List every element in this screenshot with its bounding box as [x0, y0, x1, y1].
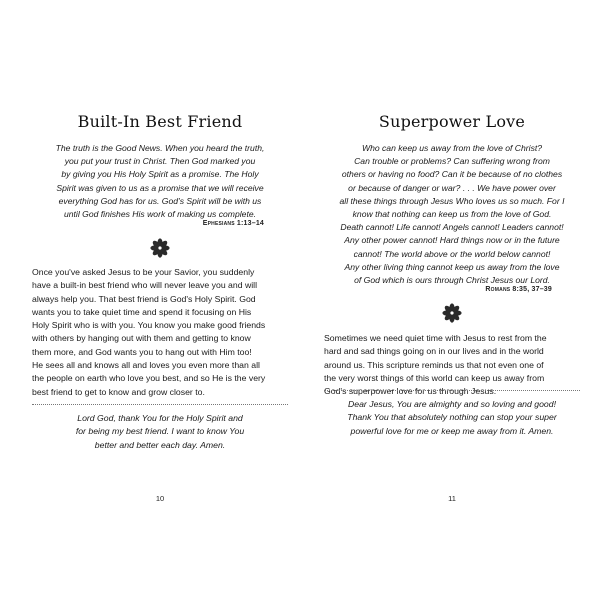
devotional-body	[324, 332, 580, 398]
verse-line: know that nothing can keep us from the love of God.	[352, 209, 552, 220]
dotted-divider	[32, 404, 288, 405]
prayer-line: powerful love for me or keep me away from it. Amen.	[350, 425, 554, 436]
scripture-verse	[38, 142, 282, 221]
prayer	[324, 398, 580, 438]
left-page	[32, 0, 288, 612]
verse-line: Can trouble or problems? Can suffering wrong from	[354, 156, 550, 167]
verse-line: everything God has for us. God's Spirit will be with us	[58, 195, 262, 206]
page-number: 10	[155, 494, 165, 503]
body-line: best friend to get to know and grow closer to.	[32, 386, 205, 397]
verse-line: Any other living thing cannot keep us away from the love	[344, 261, 560, 272]
prayer-line: Lord God, thank You for the Holy Spirit and	[77, 413, 243, 423]
body-line: He sees all and knows all and loves you even more than all	[32, 360, 260, 371]
page-title: Superpower Love	[378, 112, 526, 131]
verse-line: The truth is the Good News. When you heard the truth,	[55, 143, 265, 153]
prayer-line: Dear Jesus, You are almighty and so loving and good!	[348, 399, 556, 409]
right-page	[324, 0, 580, 612]
prayer-line: for being my best friend. I want to know You	[75, 426, 245, 437]
body-line: wants you to take quiet time and spend it focusing on His	[32, 306, 252, 317]
flower-ornament-icon	[442, 303, 462, 323]
verse-line: Spirit was given to us as a promise that we will receive	[56, 182, 264, 193]
verse-line: until God finishes His work of making us complete.	[63, 209, 256, 220]
verse-line: others or having no food? Can it be because of no clothes	[341, 169, 563, 180]
scripture-verse	[330, 142, 574, 287]
body-line: hard and sad things going on in our lives and in the world	[324, 346, 544, 357]
verse-line: cannot! The world above or the world below cannot!	[353, 248, 551, 259]
prayer	[32, 412, 288, 452]
page-title: Built-In Best Friend	[77, 112, 243, 131]
body-line: God's superpower love for us through Jesus.	[324, 386, 497, 397]
body-line: Holy Spirit who is with you. You know you make good friends	[32, 320, 266, 331]
verse-line: by giving you His Holy Spirit as a promise. The Holy	[61, 169, 259, 180]
body-line: Once you've asked Jesus to be your Savior, you suddenly	[32, 267, 255, 277]
body-line: the people on earth who love you best, and so He is the very	[32, 373, 266, 384]
scripture-reference: Ephesians 1:13–14	[202, 220, 264, 227]
body-line: around us. This scripture reminds us that not even one of	[324, 359, 544, 370]
verse-line: Any other power cannot! Hard things now or in the future	[344, 235, 560, 246]
body-line: them more, and God wants you to hang out with Him too!	[32, 346, 252, 357]
dotted-divider	[324, 390, 580, 391]
body-line: have a built-in best friend who will never leave you and will	[32, 280, 258, 291]
verse-line: of God which is ours through Christ Jesus our Lord.	[354, 275, 550, 286]
prayer-line: Thank You that absolutely nothing can stop your super	[347, 412, 557, 423]
body-line: Sometimes we need quiet time with Jesus to rest from the	[324, 333, 547, 343]
prayer-line: better and better each day. Amen.	[94, 439, 226, 450]
verse-line: or because of danger or war? . . . We have power over	[348, 182, 556, 193]
body-line: always help you. That best friend is God's Holy Spirit. God	[32, 293, 256, 304]
page-number: 11	[448, 494, 456, 503]
devotional-body	[32, 266, 288, 399]
verse-line: Who can keep us away from the love of Christ?	[361, 143, 543, 153]
verse-line: Death cannot! Life cannot! Angels cannot! Leaders cannot!	[340, 222, 564, 233]
verse-line: you put your trust in Christ. Then God marked you	[64, 156, 256, 167]
flower-ornament-icon	[150, 238, 170, 258]
body-line: with others by hanging out with them and getting to know	[32, 333, 251, 344]
scripture-reference: Romans 8:35, 37–39	[485, 286, 552, 293]
verse-line: all these things through Jesus Who loves us so much. For I	[339, 195, 565, 206]
body-line: the very worst things of this world can keep us away from	[324, 372, 545, 383]
